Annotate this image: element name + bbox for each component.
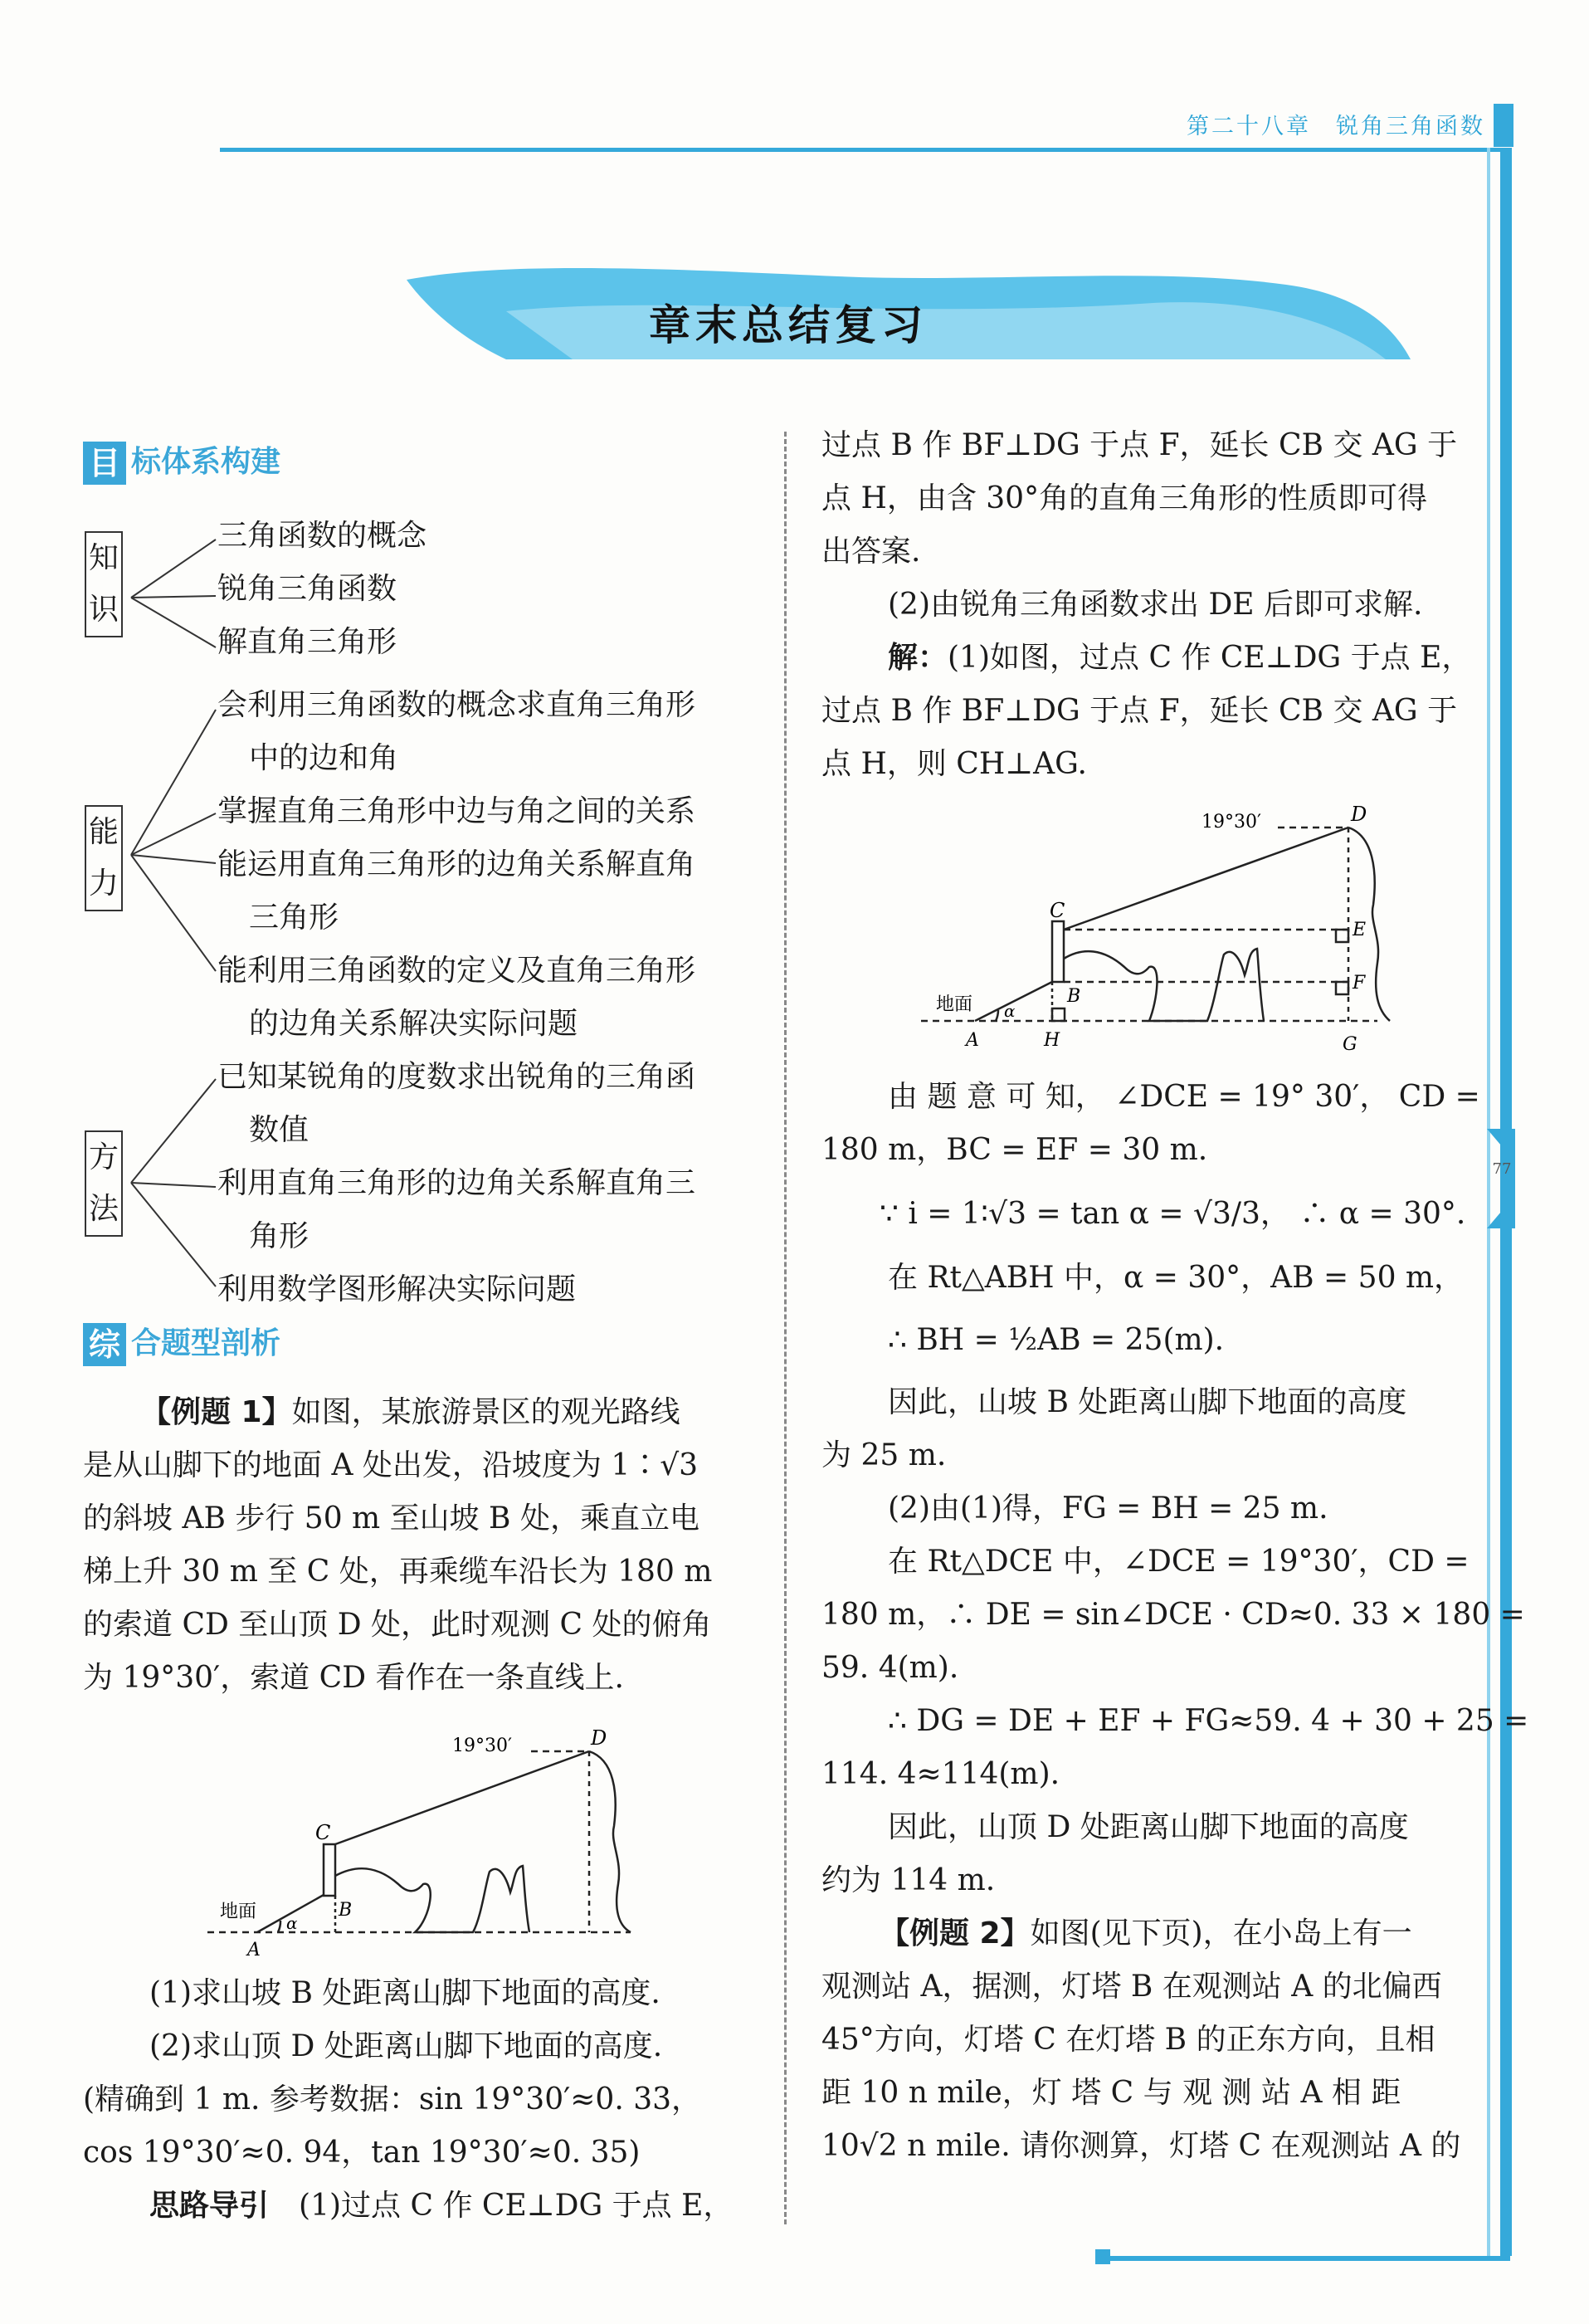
text-line: 10√2 n mile. 请你测算，灯塔 C 在观测站 A 的 — [821, 2129, 1461, 2163]
figure-point-label: F — [1353, 973, 1366, 994]
figure-point-label: C — [1050, 899, 1065, 922]
tree-item: 的边角关系解决实际问题 — [249, 1007, 578, 1041]
text-line: 过点 B 作 BF⊥DG 于点 F，延长 CB 交 AG 于 — [821, 428, 1458, 462]
tree-item: 会利用三角函数的概念求直角三角形 — [217, 688, 696, 722]
header-tab — [1494, 104, 1513, 147]
tree-item: 角形 — [249, 1219, 310, 1253]
text-line: (2)由(1)得，FG = BH = 25 m. — [888, 1492, 1328, 1526]
tree-label-knowledge: 知识 — [85, 531, 123, 637]
text-line: 约为 114 m. — [821, 1863, 996, 1897]
section-heading-structure — [83, 438, 280, 485]
text-line: 在 Rt△DCE 中，∠DCE = 19°30′，CD = — [888, 1545, 1470, 1579]
bottom-rule — [1104, 2256, 1510, 2261]
text-line: 180 m，BC = EF = 30 m. — [821, 1133, 1208, 1167]
example1-questions — [83, 1967, 733, 2233]
page-number: 77 — [1492, 1160, 1512, 1178]
figure-angle-label: 19°30′ — [452, 1736, 512, 1756]
text-line: 114. 4≈114(m). — [821, 1757, 1060, 1791]
text-line: 距 10 n mile，灯 塔 C 与 观 测 站 A 相 距 — [821, 2076, 1401, 2110]
text-line: 的索道 CD 至山顶 D 处，此时观测 C 处的俯角 — [83, 1608, 712, 1642]
header-rule — [220, 148, 1510, 152]
text-line: 如图(见下页)，在小岛上有一 — [1030, 1916, 1412, 1950]
text-line: 180 m，∴ DE = sin∠DCE · CD≈0. 33 × 180 = — [821, 1598, 1525, 1632]
text-line: 出答案. — [821, 535, 921, 569]
tree-item: 锐角三角函数 — [217, 572, 397, 606]
example-label: 【例题 1】 — [141, 1395, 292, 1429]
tree-connectors — [124, 506, 224, 1303]
section-title: 标体系构建 — [131, 445, 281, 479]
text-line: (1)过点 C 作 CE⊥DG 于点 E， — [299, 2189, 734, 2223]
text-line: 观测站 A，据测，灯塔 B 在观测站 A 的北偏西 — [821, 1970, 1442, 2004]
hint-label: 思路导引 — [149, 2189, 270, 2223]
figure-alpha-label: α — [286, 1913, 298, 1933]
figure-point-label: A — [247, 1940, 261, 1960]
text-line: 由 题 意 可 知， ∠DCE = 19° 30′， CD = — [888, 1080, 1480, 1114]
example-label: 【例题 2】 — [880, 1916, 1031, 1950]
figure-point-label: B — [339, 1900, 353, 1921]
tree-knowledge-items — [217, 510, 426, 669]
text-line: (2)求山顶 D 处距离山脚下地面的高度. — [149, 2029, 663, 2063]
tree-item: 掌握直角三角形中边与角之间的关系 — [217, 794, 696, 828]
tree-item: 中的边和角 — [249, 741, 399, 775]
text-line: 梯上升 30 m 至 C 处，再乘缆车沿长为 180 m — [83, 1555, 713, 1589]
solution-figure — [913, 793, 1411, 1067]
text-line: 是从山脚下的地面 A 处出发，沿坡度为 1∶√3 — [83, 1448, 699, 1482]
text-line: 过点 B 作 BF⊥DG 于点 F，延长 CB 交 AG 于 — [821, 694, 1458, 728]
chapter-header: 第二十八章 锐角三角函数 — [1187, 114, 1485, 139]
text-line: 在 Rt△ABH 中，α = 30°，AB = 50 m， — [888, 1261, 1465, 1295]
text-line: (1)求山坡 B 处距离山脚下地面的高度. — [149, 1976, 660, 2010]
section-title: 合题型剖析 — [131, 1326, 281, 1360]
text-line: 45°方向，灯塔 C 在灯塔 B 的正东方向，且相 — [821, 2023, 1435, 2057]
figure-alpha-label: α — [1004, 1001, 1016, 1021]
text-line: 为 25 m. — [821, 1438, 947, 1472]
example1-figure — [199, 1718, 647, 1967]
figure-point-label: D — [1351, 803, 1367, 826]
tree-item: 解直角三角形 — [217, 625, 397, 659]
figure-point-label: C — [315, 1821, 331, 1844]
text-line: (精确到 1 m. 参考数据：sin 19°30′≈0. 33， — [83, 2082, 702, 2116]
tree-item: 能利用三角函数的定义及直角三角形 — [217, 954, 696, 988]
text-line: cos 19°30′≈0. 94，tan 19°30′≈0. 35) — [83, 2136, 641, 2170]
tree-item: 能运用直角三角形的边角关系解直角 — [217, 847, 696, 881]
tree-item: 数值 — [249, 1113, 310, 1147]
figure-angle-label: 19°30′ — [1201, 812, 1261, 832]
text-line: 点 H，则 CH⊥AG. — [821, 747, 1087, 781]
bottom-square — [1095, 2249, 1110, 2264]
text-line: ∴ BH = ½AB = 25(m). — [888, 1323, 1225, 1357]
figure-point-label: H — [1044, 1030, 1060, 1051]
text-line: ∴ DG = DE + EF + FG≈59. 4 + 30 + 25 = — [888, 1704, 1529, 1738]
tree-label-method: 方法 — [85, 1130, 123, 1237]
tree-item: 已知某锐角的度数求出锐角的三角函 — [217, 1060, 696, 1094]
figure-point-label: G — [1343, 1034, 1357, 1055]
text-line: ∵ i = 1∶√3 = tan α = √3/3， ∴ α = 30°. — [880, 1197, 1466, 1231]
tree-item: 三角形 — [249, 901, 339, 935]
solution-label: 解： — [888, 641, 948, 675]
page-title: 章末总结复习 — [649, 301, 928, 349]
figure-point-label: B — [1067, 986, 1081, 1007]
section-heading-analysis — [83, 1320, 280, 1366]
text-line: 因此，山顶 D 处距离山脚下地面的高度 — [888, 1810, 1409, 1844]
tree-ability-items — [217, 679, 695, 1316]
section-initial: 综 — [83, 1323, 126, 1366]
text-line: 点 H，由含 30°角的直角三角形的性质即可得 — [821, 481, 1428, 515]
example1-text — [83, 1386, 712, 1705]
figure-point-label: E — [1353, 920, 1367, 940]
text-line: 如图，某旅游景区的观光路线 — [291, 1395, 680, 1429]
figure-ground-label: 地面 — [220, 1902, 257, 1922]
figure-point-label: A — [966, 1030, 979, 1051]
right-column-top — [821, 419, 1471, 791]
text-line: 59. 4(m). — [821, 1651, 959, 1685]
figure-point-label: D — [591, 1726, 607, 1750]
tree-item: 利用数学图形解决实际问题 — [217, 1272, 577, 1306]
figure-ground-label: 地面 — [936, 994, 973, 1015]
text-line: 的斜坡 AB 步行 50 m 至山坡 B 处，乘直立电 — [83, 1501, 699, 1536]
text-line: 为 19°30′，索道 CD 看作在一条直线上. — [83, 1661, 624, 1695]
text-line: 因此，山坡 B 处距离山脚下地面的高度 — [888, 1385, 1407, 1419]
section-initial: 目 — [83, 442, 126, 485]
text-line: (1)如图，过点 C 作 CE⊥DG 于点 E， — [948, 641, 1472, 675]
right-column-solution — [821, 1071, 1528, 2173]
tree-item: 三角函数的概念 — [217, 519, 427, 553]
tree-label-ability: 能力 — [85, 805, 123, 911]
column-divider — [784, 432, 787, 2224]
tree-item: 利用直角三角形的边角关系解直角三 — [217, 1166, 696, 1200]
text-line: (2)由锐角三角函数求出 DE 后即可求解. — [888, 588, 1423, 622]
